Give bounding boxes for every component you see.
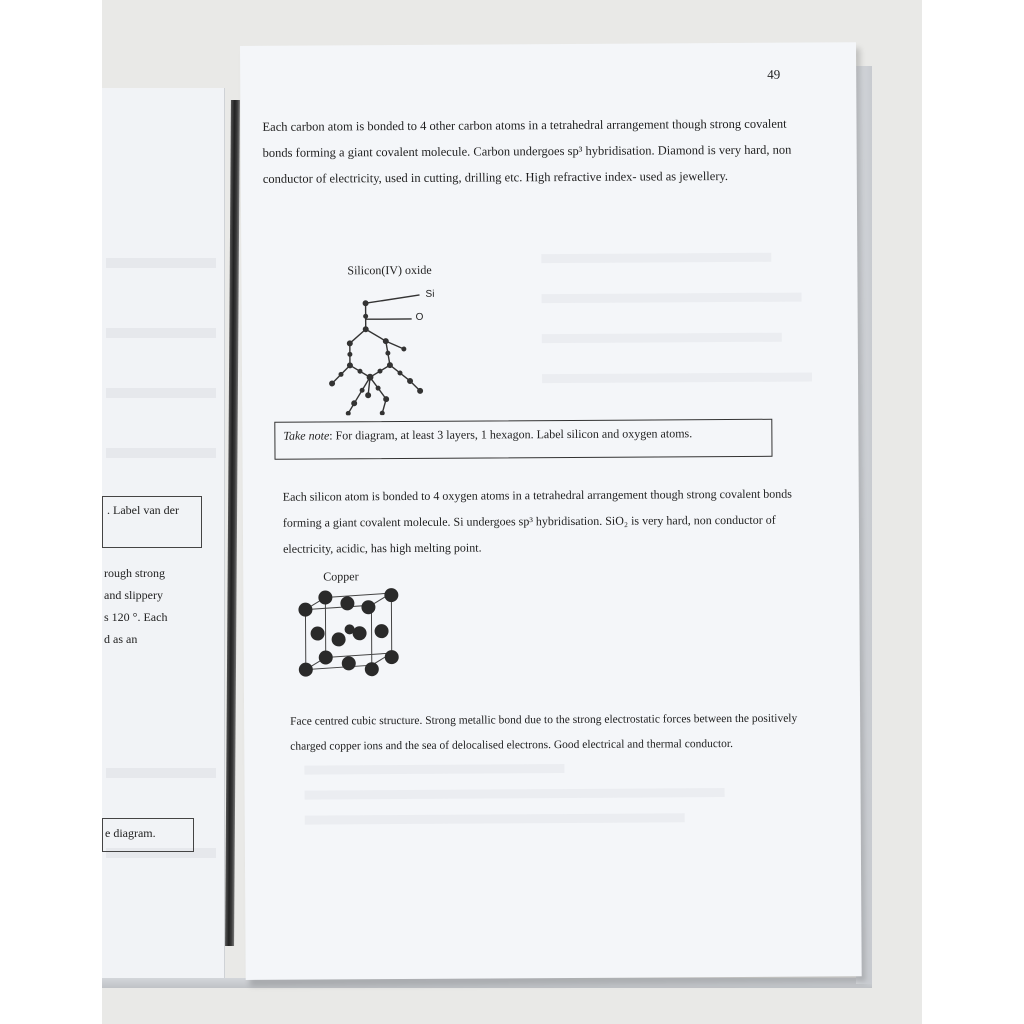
silicon-oxide-caption: Silicon(IV) oxide — [347, 262, 432, 278]
show-through-line — [106, 448, 216, 458]
show-through-line — [106, 328, 216, 338]
right-page — [240, 42, 862, 980]
show-through-line — [305, 788, 725, 800]
take-note-text: : For diagram, at least 3 layers, 1 hexagon. Label silicon and oxygen atoms. — [329, 426, 693, 443]
left-note-box-2 — [102, 818, 194, 852]
left-note-text: . Label van der — [107, 503, 179, 517]
left-note-text-2: e diagram. — [105, 826, 156, 840]
left-note-box — [102, 496, 202, 548]
show-through-line — [106, 388, 216, 398]
page-number: 49 — [767, 66, 781, 82]
silicon-atom-label: Si — [425, 288, 435, 300]
take-note-label: Take note — [283, 428, 330, 443]
silicon-dioxide-diagram — [319, 285, 450, 416]
page-stack-bottom — [102, 978, 872, 988]
show-through-line — [305, 813, 685, 824]
copper-fcc-diagram — [293, 585, 414, 686]
left-line-3: s 120 °. Each — [104, 610, 168, 624]
copper-paragraph: Face centred cubic structure. Strong metallic bond due to the strong electrostatic forces between the positively charged copper ions and the sea of delocalised electrons. Good electrical and thermal conductor. — [290, 712, 798, 753]
diamond-paragraph: Each carbon atom is bonded to 4 other carbon atoms in a tetrahedral arrangement though strong covalent bonds forming a giant covalent molecule. Carbon undergoes sp³ hybridisation. Diamond is very hard, non conductor of electricity, used in cutting, drilling etc. High refractive index- used as jewellery. — [262, 116, 792, 186]
copper-caption: Copper — [323, 569, 359, 584]
show-through-line — [106, 258, 216, 268]
silica-paragraph: Each silicon atom is bonded to 4 oxygen atoms in a tetrahedral arrangement though strong covalent bonds forming a giant covalent molecule. Si undergoes sp³ hybridisation. SiO₂ is very hard, non conductor of electricity, acidic, has high melting point. — [282, 486, 792, 556]
show-through-line — [542, 373, 812, 384]
left-line-1: rough strong — [104, 566, 165, 580]
show-through-line — [542, 293, 802, 304]
left-line-4: d as an — [104, 632, 138, 646]
photo-border-right — [922, 0, 1024, 1024]
show-through-line — [542, 333, 782, 343]
oxygen-atom-label: O — [415, 311, 424, 323]
take-note-box — [274, 419, 772, 460]
show-through-line — [541, 253, 771, 263]
show-through-line — [304, 764, 564, 775]
photo-border-left — [0, 0, 102, 1024]
left-line-2: and slippery — [104, 588, 163, 602]
show-through-line — [106, 768, 216, 778]
